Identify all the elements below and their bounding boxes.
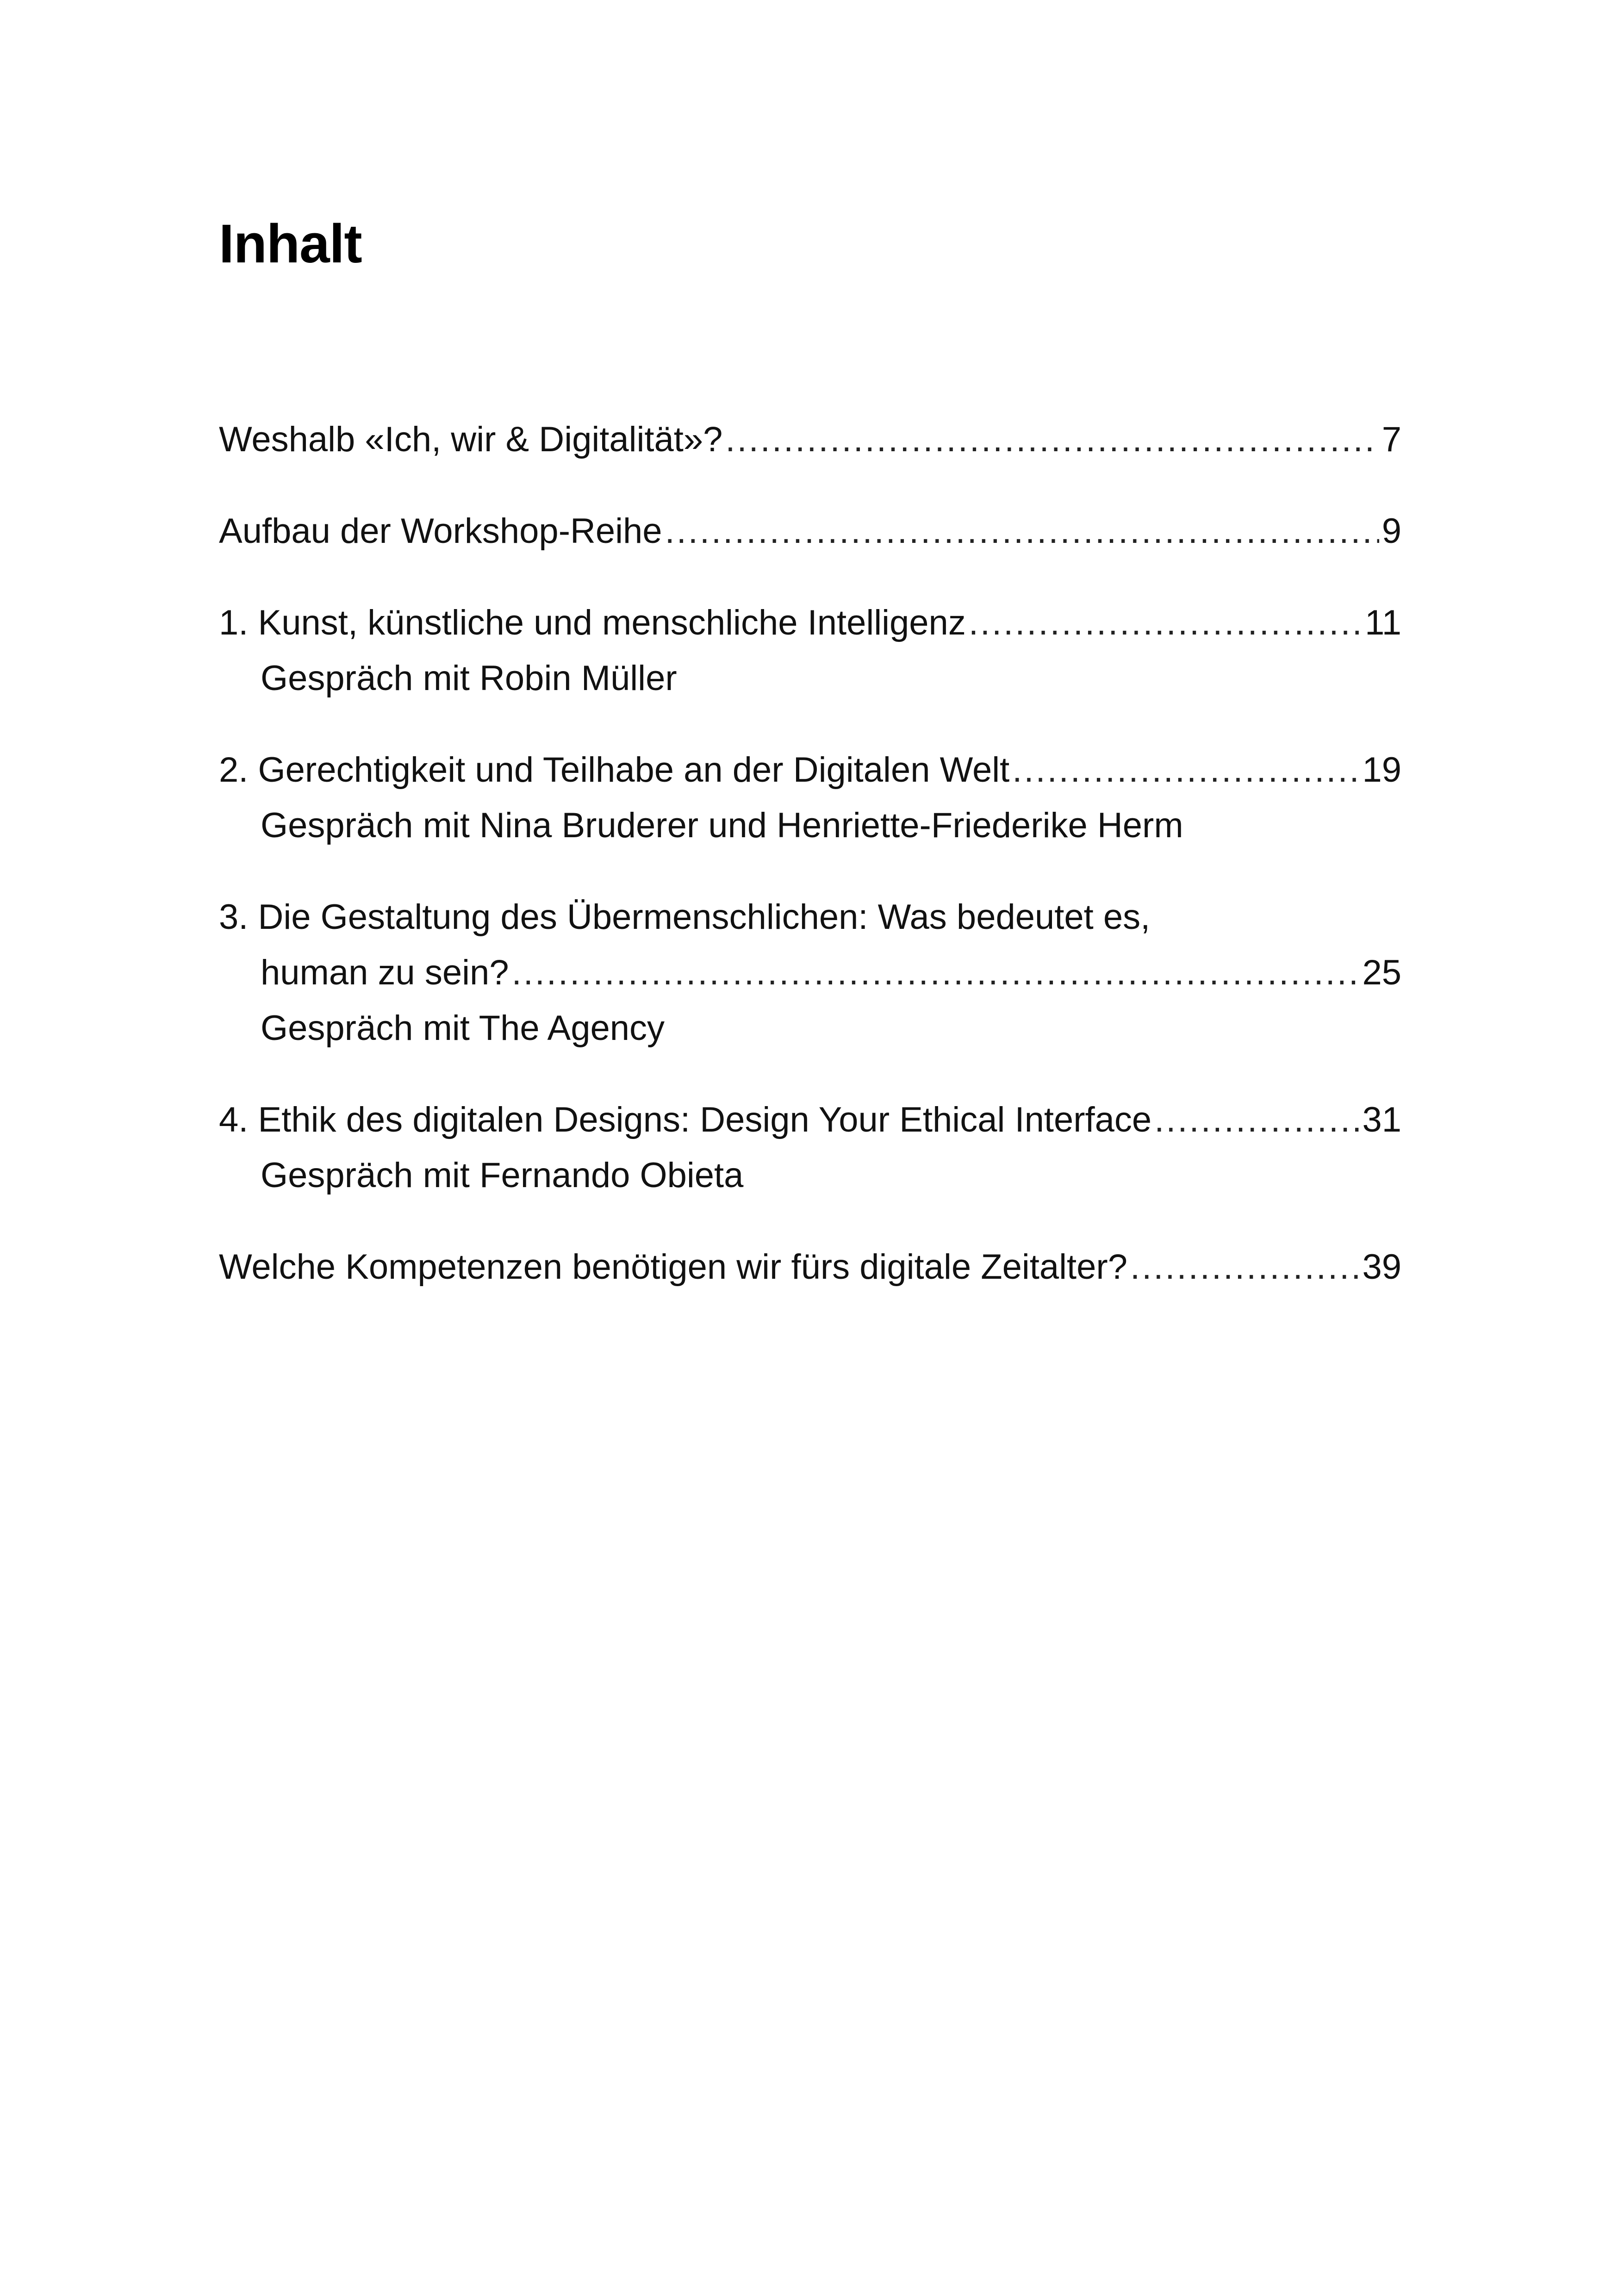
toc-entry-title-line2: human zu sein? <box>261 953 509 992</box>
toc-entry <box>219 1239 1401 1295</box>
toc-line <box>219 412 1401 467</box>
dot-leader <box>512 945 1360 1001</box>
toc-page-number: 7 <box>1382 420 1401 459</box>
toc-entry <box>219 1092 1401 1203</box>
toc-page-number: 39 <box>1362 1247 1401 1287</box>
page-title: Inhalt <box>219 213 362 274</box>
dot-leader <box>725 412 1379 467</box>
toc-entry-title-line1: 3. Die Gestaltung des Übermenschlichen: Was bedeutet es, <box>219 897 1151 937</box>
toc-entry-subtitle: Gespräch mit Fernando Obieta <box>261 1156 744 1195</box>
dot-leader <box>1012 742 1359 798</box>
toc-entry <box>219 504 1401 559</box>
toc-entry-title: Weshalb «Ich, wir & Digitalität»? <box>219 420 723 459</box>
toc-page-number: 9 <box>1382 511 1401 551</box>
toc-entry-title: Aufbau der Workshop-Reihe <box>219 511 662 551</box>
toc-line <box>219 504 1401 559</box>
toc-page-number: 31 <box>1362 1100 1401 1139</box>
toc-line <box>219 742 1401 798</box>
dot-leader <box>969 595 1362 651</box>
toc-line <box>219 595 1401 651</box>
toc-line <box>219 1092 1401 1148</box>
toc-entry-title: 1. Kunst, künstliche und menschliche Intelligenz <box>219 603 966 642</box>
dot-leader <box>1130 1239 1359 1295</box>
toc-entry-subtitle: Gespräch mit The Agency <box>261 1008 665 1048</box>
toc-entry <box>219 742 1401 853</box>
toc-page-number: 19 <box>1362 750 1401 790</box>
toc-entry-title: 4. Ethik des digitalen Designs: Design Your Ethical Interface <box>219 1100 1152 1139</box>
toc-entry <box>219 595 1401 706</box>
toc-entry-subtitle: Gespräch mit Robin Müller <box>261 659 677 698</box>
dot-leader <box>665 504 1379 559</box>
dot-leader <box>1154 1092 1359 1148</box>
toc-line <box>219 1239 1401 1295</box>
toc-entry <box>219 890 1401 1056</box>
table-of-contents <box>219 412 1401 1331</box>
toc-line <box>219 890 1401 945</box>
toc-entry-title: Welche Kompetenzen benötigen wir fürs digitale Zeitalter? <box>219 1247 1128 1287</box>
toc-entry <box>219 412 1401 467</box>
toc-entry-subtitle: Gespräch mit Nina Bruderer und Henriette-Friederike Herm <box>261 806 1183 845</box>
toc-entry-title: 2. Gerechtigkeit und Teilhabe an der Digitalen Welt <box>219 750 1010 790</box>
toc-page-number: 25 <box>1362 953 1401 992</box>
toc-page-number: 11 <box>1365 603 1401 642</box>
toc-line <box>219 945 1401 1001</box>
